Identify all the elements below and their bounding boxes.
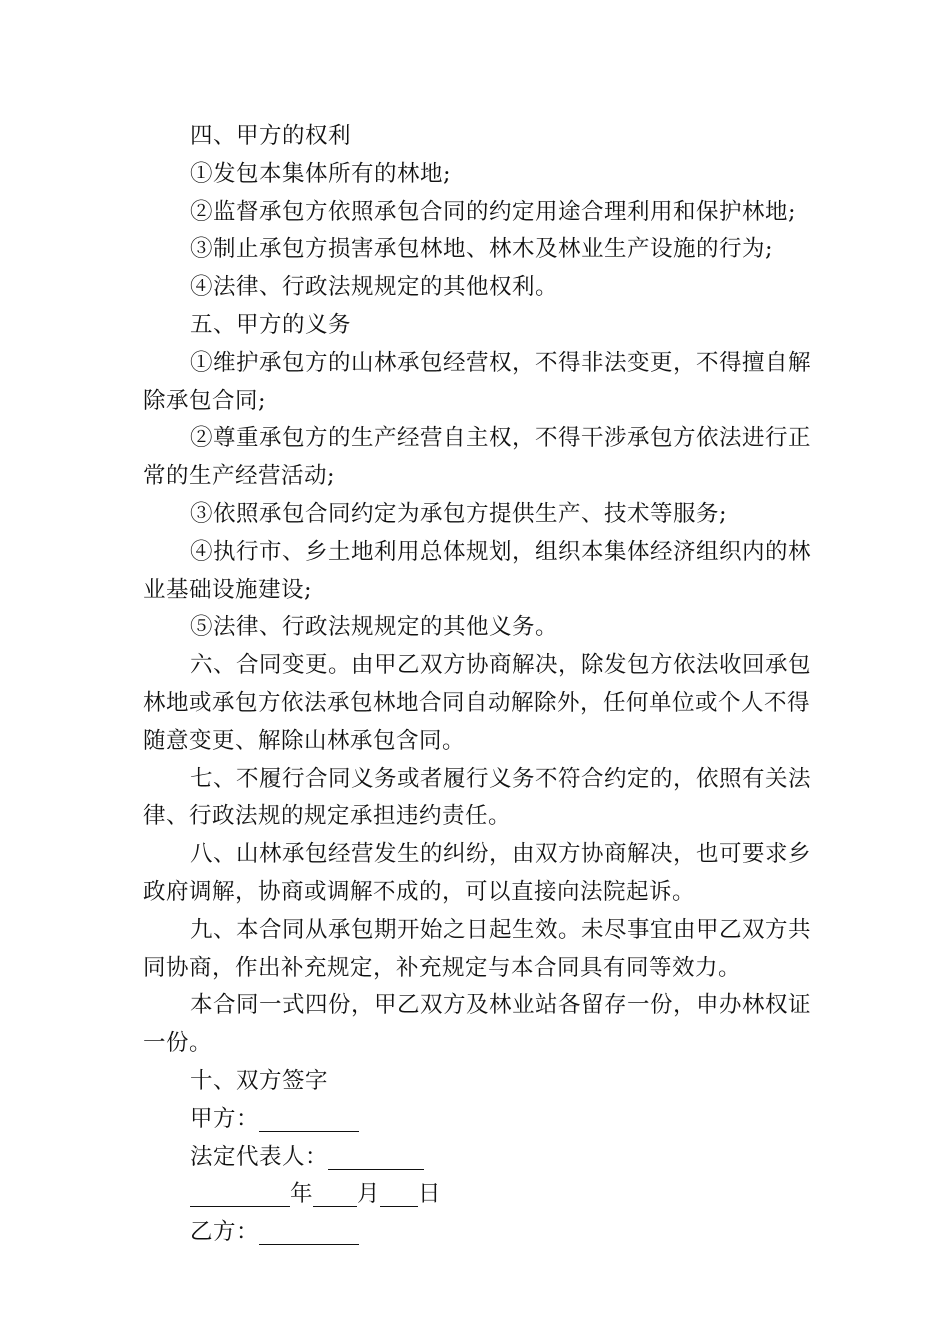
day-blank[interactable] — [380, 1182, 418, 1207]
list-item: ④执行市、乡土地利用总体规划，组织本集体经济组织内的林业基础设施建设; — [143, 538, 812, 603]
section-four-heading: 四、甲方的权利 — [190, 123, 352, 149]
year-blank[interactable] — [190, 1182, 290, 1207]
section-seven-paragraph: 七、不履行合同义务或者履行义务不符合约定的，依照有关法律、行政法规的规定承担违约责任。 — [143, 765, 812, 830]
legal-rep-label: 法定代表人： — [190, 1143, 329, 1170]
list-item: ①维护承包方的山林承包经营权，不得非法变更，不得擅自解除承包合同; — [143, 349, 812, 414]
section-six-paragraph: 六、合同变更。由甲乙双方协商解决，除发包方依法收回承包林地或承包方依法承包林地合同自动解除外，任何单位或个人不得随意变更、解除山林承包含同。 — [143, 652, 812, 754]
section-nine-paragraph: 九、本合同从承包期开始之日起生效。未尽事宜由甲乙双方共同协商，作出补充规定，补充规定与本合同具有同等效力。 — [143, 916, 812, 981]
list-item: ②监督承包方依照承包合同的约定用途合理利用和保护林地; — [190, 198, 797, 225]
date-line — [143, 1176, 813, 1214]
party-a-label: 甲方： — [190, 1105, 260, 1132]
legal-rep-blank[interactable] — [328, 1145, 424, 1170]
party-a-line — [143, 1101, 813, 1139]
party-a-blank[interactable] — [259, 1107, 359, 1132]
list-item: ④法律、行政法规规定的其他权利。 — [190, 274, 559, 301]
month-label: 月 — [357, 1181, 381, 1208]
day-label: 日 — [418, 1181, 442, 1208]
list-item: ⑤法律、行政法规规定的其他义务。 — [190, 614, 559, 641]
contract-body — [143, 118, 813, 1252]
section-ten-heading: 十、双方签字 — [190, 1067, 329, 1094]
year-label: 年 — [290, 1181, 314, 1208]
party-b-label: 乙方： — [190, 1219, 260, 1246]
party-b-blank[interactable] — [259, 1220, 359, 1245]
legal-rep-line — [143, 1139, 813, 1177]
copies-paragraph: 本合同一式四份，甲乙双方及林业站各留存一份，申办林权证一份。 — [143, 992, 812, 1057]
list-item: ①发包本集体所有的林地; — [190, 160, 452, 187]
section-five-heading: 五、甲方的义务 — [190, 311, 352, 338]
list-item: ③依照承包合同约定为承包方提供生产、技术等服务; — [190, 500, 728, 527]
list-item: ③制止承包方损害承包林地、林木及林业生产设施的行为; — [190, 236, 774, 263]
month-blank[interactable] — [313, 1182, 357, 1207]
section-eight-paragraph: 八、山林承包经营发生的纠纷，由双方协商解决，也可要求乡政府调解，协商或调解不成的，可以直接向法院起诉。 — [143, 841, 812, 905]
party-b-line — [143, 1214, 813, 1252]
list-item: ②尊重承包方的生产经营自主权，不得干涉承包方依法进行正常的生产经营活动; — [143, 425, 812, 490]
